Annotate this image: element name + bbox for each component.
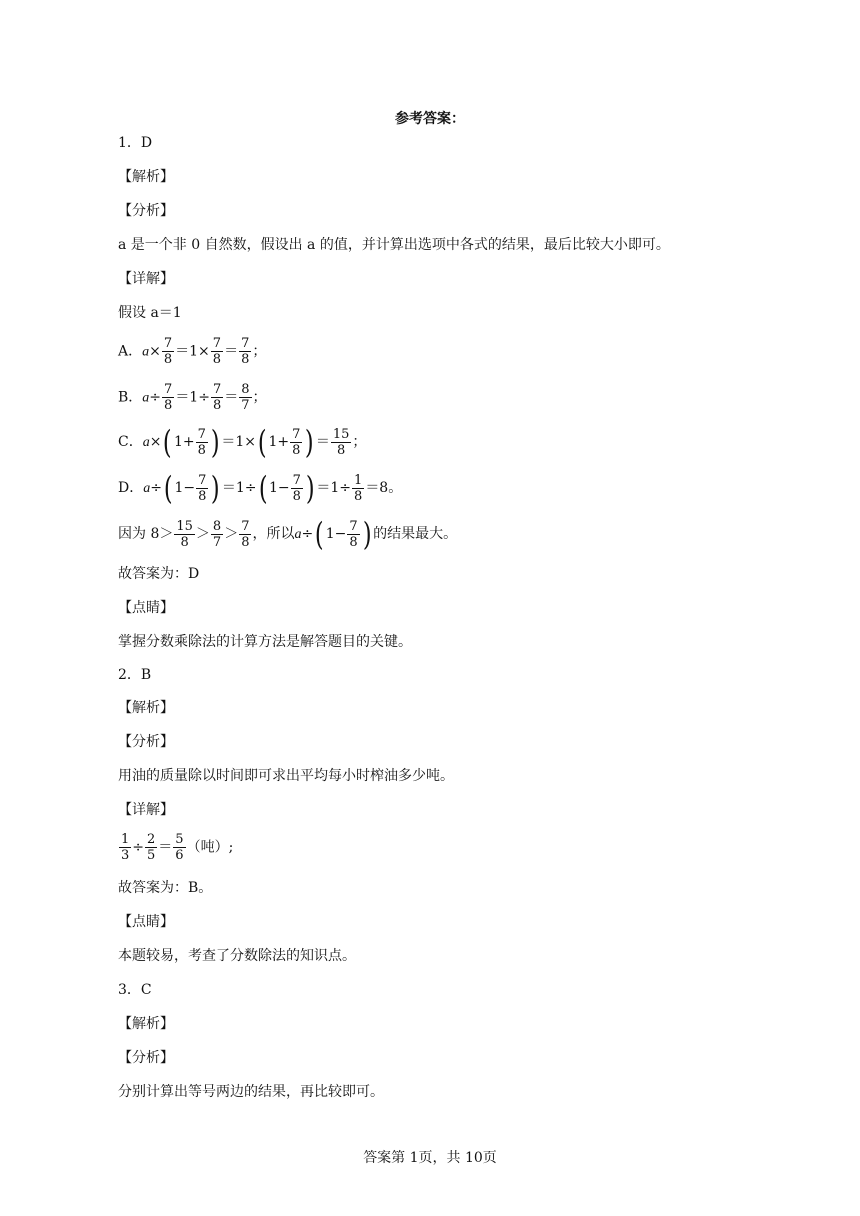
q2-answer: 2．B — [118, 667, 152, 683]
q1-fenxi: 【分析】 — [118, 203, 174, 219]
q3-answer: 3．C — [118, 982, 152, 998]
q1-conclusion: 故答案为：D — [118, 566, 200, 582]
q1-option-b: B．a÷ $\frac{7}{8}$ ＝1÷ $\frac{7}{8}$ ＝ $\frac{8}{7}$ ； — [118, 382, 267, 413]
q1-dianjing: 【点睛】 — [118, 600, 174, 616]
q2-tip: 本题较易，考查了分数除法的知识点。 — [118, 948, 356, 964]
q2-fenxi: 【分析】 — [118, 734, 174, 750]
q1-analysis: a 是一个非 0 自然数，假设出 a 的值，并计算出选项中各式的结果，最后比较大小即可。 — [118, 237, 670, 253]
q1-option-c: C．a× ( 1+ $\frac{7}{8}$ ) ＝1× ( 1+ $\frac{7}{8}$ ) ＝ $\frac{15}{8}$ ； — [118, 423, 367, 461]
q2-dianjing: 【点睛】 — [118, 914, 174, 930]
q1-option-a: A．a× $\frac{7}{8}$ ＝1× $\frac{7}{8}$ ＝ $\frac{7}{8}$ ； — [118, 336, 267, 367]
q1-tip: 掌握分数乘除法的计算方法是解答题目的关键。 — [118, 634, 412, 650]
q1-answer: 1．D — [118, 135, 153, 151]
q1-assume: 假设 a＝1 — [118, 305, 182, 321]
q3-fenxi: 【分析】 — [118, 1050, 174, 1066]
q1-comparison: 因为 8＞ $\frac{15}{8}$ ＞ $\frac{8}{7}$ ＞ $\frac{7}{8}$ ，所以a÷ ( 1− $\frac{7}{8}$ ) 的结果最大。 — [118, 515, 458, 553]
q2-xiangjie: 【详解】 — [118, 802, 174, 818]
page-footer: 答案第 1页，共 10页 — [363, 1150, 497, 1166]
q1-xiangjie: 【详解】 — [118, 271, 174, 287]
q2-jiexi: 【解析】 — [118, 700, 174, 716]
q2-conclusion: 故答案为：B。 — [118, 880, 213, 896]
q2-analysis: 用油的质量除以时间即可求出平均每小时榨油多少吨。 — [118, 768, 454, 784]
q1-jiexi: 【解析】 — [118, 169, 174, 185]
q1-option-d: D．a÷ ( 1− $\frac{7}{8}$ ) ＝1÷ ( 1− $\frac{7}{8}$ ) ＝1÷ $\frac{1}{8}$ ＝8。 — [118, 469, 403, 507]
page-title: 参考答案： — [395, 111, 465, 127]
q3-jiexi: 【解析】 — [118, 1016, 174, 1032]
q3-analysis: 分别计算出等号两边的结果，再比较即可。 — [118, 1084, 384, 1100]
q2-calculation: $\frac{1}{3}$ ÷ $\frac{2}{5}$ ＝ $\frac{5}{6}$ （吨）; — [121, 832, 234, 863]
